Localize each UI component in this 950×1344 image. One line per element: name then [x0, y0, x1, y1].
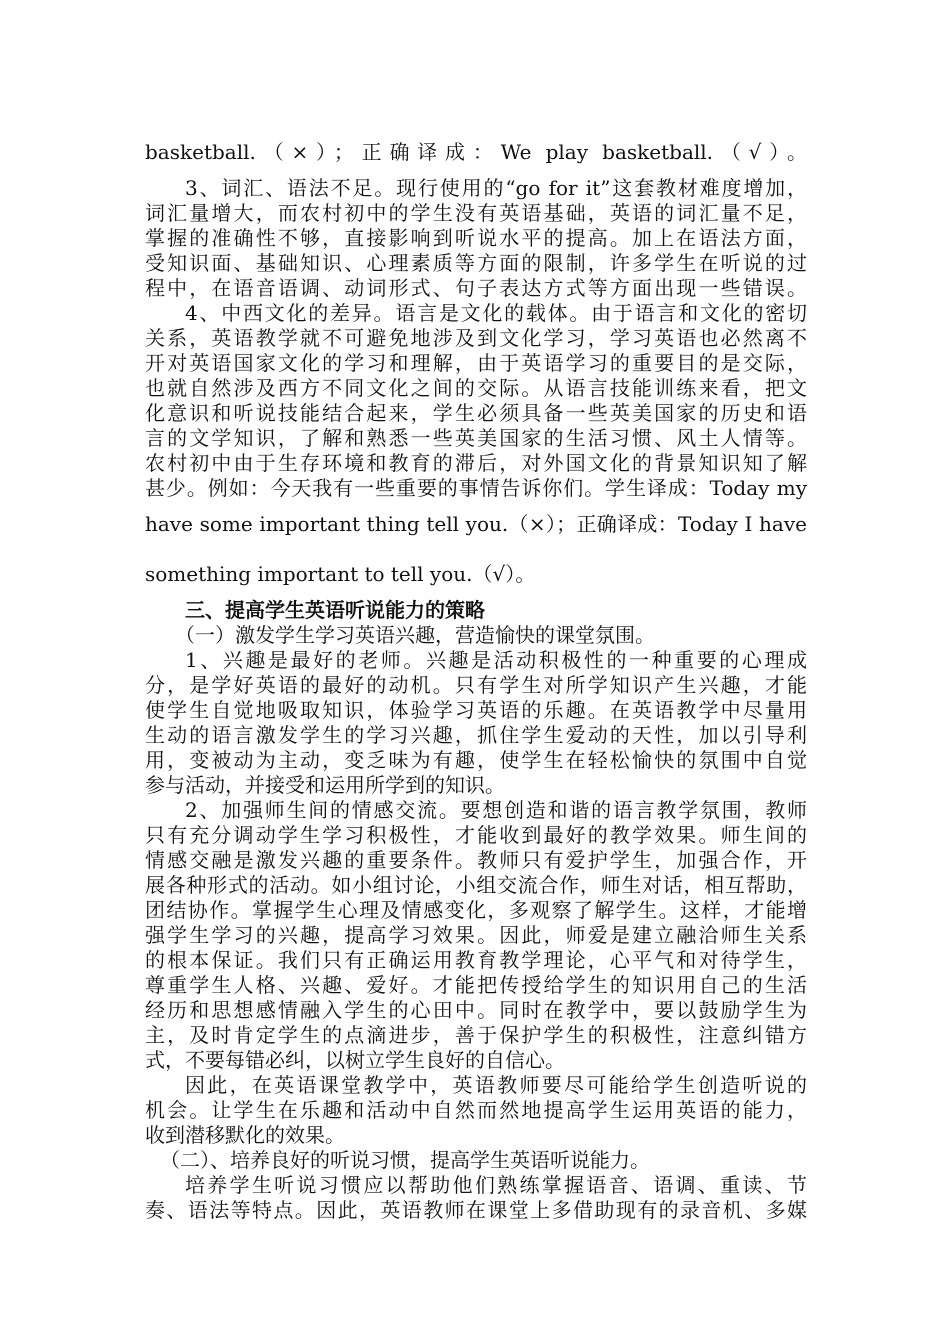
- text-line: basketball.（×）；正确译成：We play basketball.（√）。: [145, 140, 807, 164]
- text-line: 受知识面、基础知识、心理素质等方面的限制，许多学生在听说的过: [145, 251, 807, 275]
- text-line: 农村初中由于生存环境和教育的滞后，对外国文化的背景知识知了解: [145, 451, 807, 475]
- text-line: 式，不要每错必纠，以树立学生良好的自信心。: [145, 1048, 565, 1072]
- text-line: 参与活动，并接受和运用所学到的知识。: [145, 773, 505, 797]
- text-line: 培养学生听说习惯应以帮助他们熟练掌握语音、语调、重读、节: [185, 1173, 807, 1197]
- subsection-heading: （二）、培养良好的听说习惯，提高学生英语听说能力。: [160, 1148, 650, 1172]
- subsection-heading: （一）激发学生学习英语兴趣，营造愉快的课堂氛围。: [175, 623, 655, 647]
- text-line: 因此，在英语课堂教学中，英语教师要尽可能给学生创造听说的: [185, 1073, 807, 1097]
- text-line: 3、词汇、语法不足。现行使用的“go for it”这套教材难度增加，: [185, 176, 807, 200]
- text-line: 的根本保证。我们只有正确运用教育教学理论，心平气和对待学生，: [145, 948, 807, 972]
- section-heading: 三、提高学生英语听说能力的策略: [185, 598, 485, 622]
- text-line: 分，是学好英语的最好的动机。只有学生对所学知识产生兴趣，才能: [145, 673, 807, 697]
- text-line: 主，及时肯定学生的点滴进步，善于保护学生的积极性，注意纠错方: [145, 1023, 807, 1047]
- text-line: 奏、语法等特点。因此，英语教师在课堂上多借助现有的录音机、多媒: [145, 1198, 807, 1222]
- text-line: 化意识和听说技能结合起来，学生必须具备一些英美国家的历史和语: [145, 401, 807, 425]
- text-line: 也就自然涉及西方不同文化之间的交际。从语言技能训练来看，把文: [145, 376, 807, 400]
- text-line: 团结协作。掌握学生心理及情感变化，多观察了解学生。这样，才能增: [145, 898, 807, 922]
- text-line: 甚少。例如：今天我有一些重要的事情告诉你们。学生译成：Today my: [145, 476, 807, 500]
- text-line: 展各种形式的活动。如小组讨论，小组交流合作，师生对话，相互帮助，: [145, 873, 807, 897]
- text-line: 生动的语言激发学生的学习兴趣，抓住学生爱动的天性，加以引导利: [145, 723, 807, 747]
- text-line: 收到潜移默化的效果。: [145, 1123, 345, 1147]
- text-line: something important to tell you.（√）。: [145, 562, 536, 586]
- text-line: 情感交融是激发兴趣的重要条件。教师只有爱护学生，加强合作，开: [145, 848, 807, 872]
- text-line: 用，变被动为主动，变乏味为有趣，使学生在轻松愉快的氛围中自觉: [145, 748, 807, 772]
- text-line: 尊重学生人格、兴趣、爱好。才能把传授给学生的知识用自己的生活: [145, 973, 807, 997]
- text-line: 经历和思想感情融入学生的心田中。同时在教学中，要以鼓励学生为: [145, 998, 807, 1022]
- text-line: 只有充分调动学生学习积极性，才能收到最好的教学效果。师生间的: [145, 823, 807, 847]
- text-line: 言的文学知识，了解和熟悉一些英美国家的生活习惯、风土人情等。: [145, 426, 807, 450]
- text-line: 1、兴趣是最好的老师。兴趣是活动积极性的一种重要的心理成: [185, 648, 807, 672]
- text-line: 使学生自觉地吸取知识，体验学习英语的乐趣。在英语教学中尽量用: [145, 698, 807, 722]
- text-line: 掌握的准确性不够，直接影响到听说水平的提高。加上在语法方面，: [145, 226, 807, 250]
- text-line: 2、加强师生间的情感交流。要想创造和谐的语言教学氛围，教师: [185, 798, 807, 822]
- text-line: 开对英语国家文化的学习和理解，由于英语学习的重要目的是交际，: [145, 351, 807, 375]
- text-line: 程中，在语音语调、动词形式、句子表达方式等方面出现一些错误。: [145, 276, 807, 300]
- text-line: 关系，英语教学就不可避免地涉及到文化学习，学习英语也必然离不: [145, 326, 807, 350]
- text-line: 强学生学习的兴趣，提高学习效果。因此，师爱是建立融洽师生关系: [145, 923, 807, 947]
- text-line: 4、中西文化的差异。语言是文化的载体。由于语言和文化的密切: [185, 301, 807, 325]
- text-line: 词汇量增大，而农村初中的学生没有英语基础，英语的词汇量不足，: [145, 201, 807, 225]
- text-line: 机会。让学生在乐趣和活动中自然而然地提高学生运用英语的能力，: [145, 1098, 807, 1122]
- text-line: have some important thing tell you.（×）；正确译成：Today I have: [145, 512, 807, 536]
